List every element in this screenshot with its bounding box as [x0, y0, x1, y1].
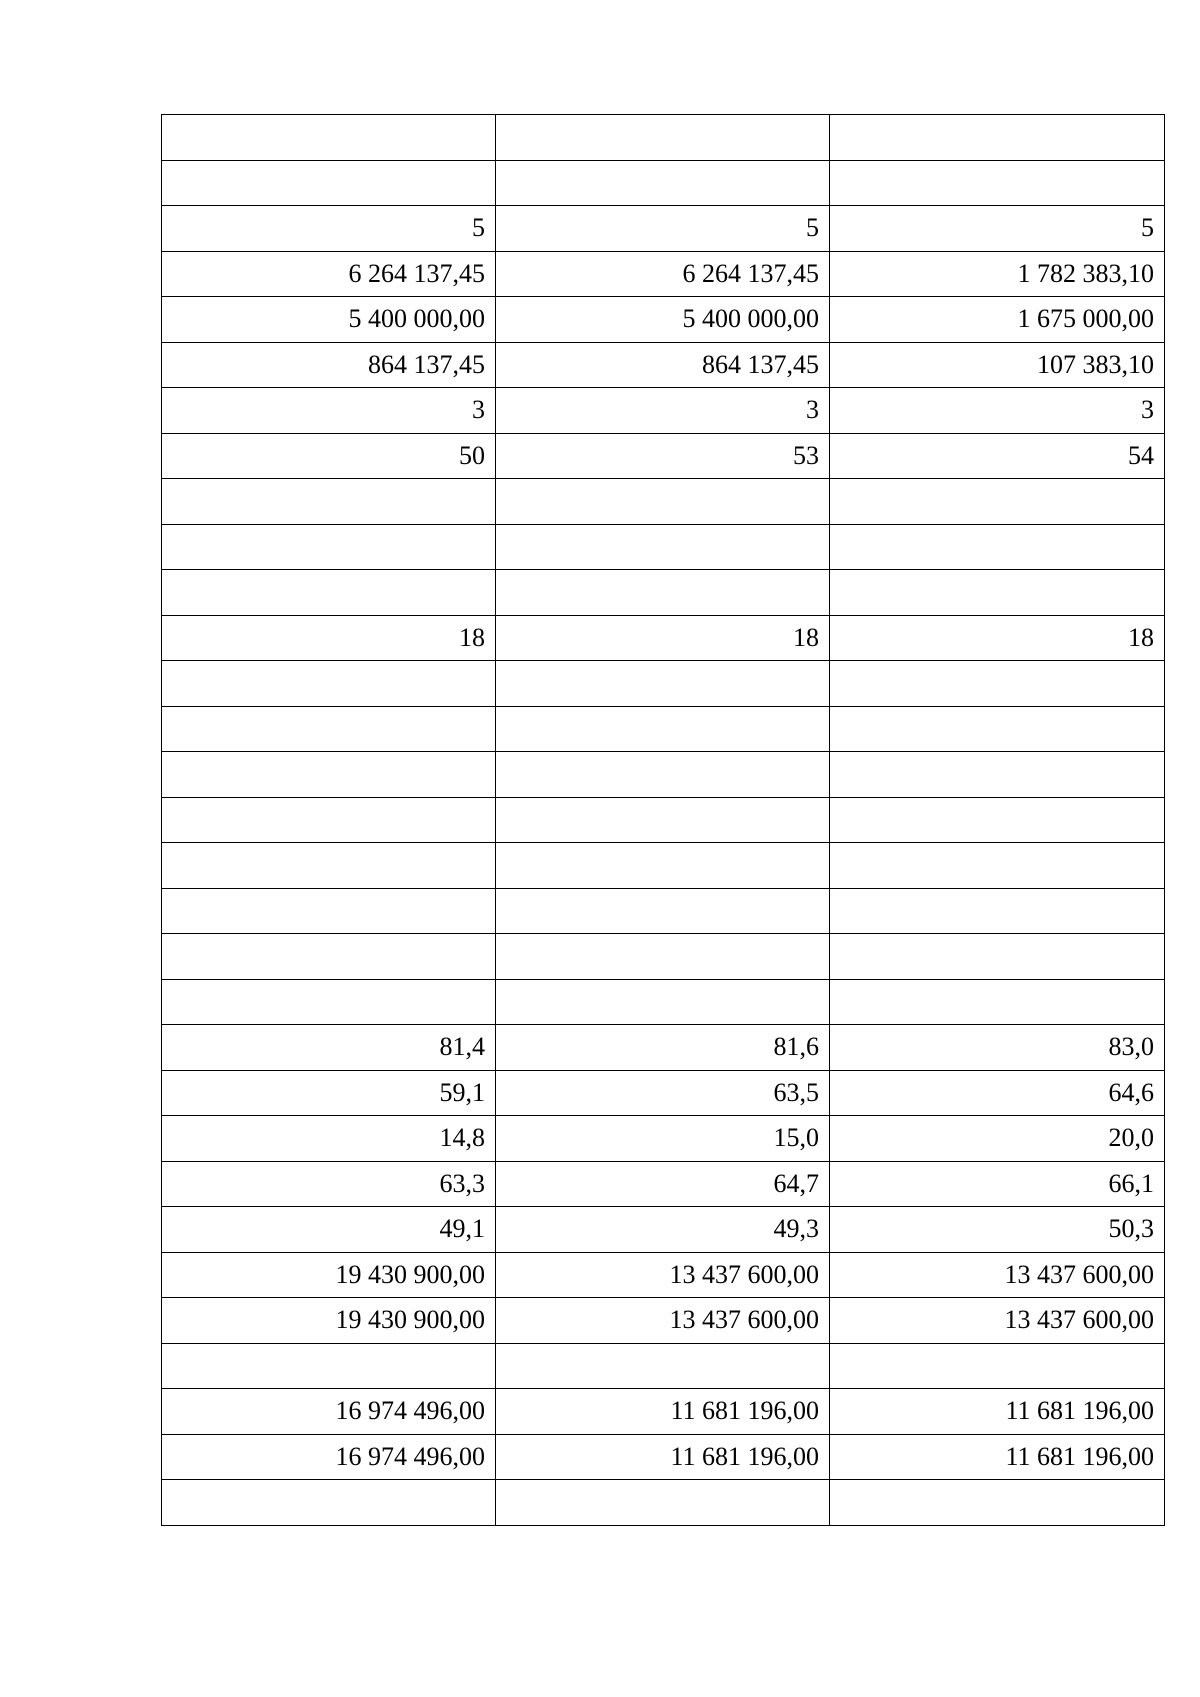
table-cell — [830, 524, 1165, 570]
table-cell: 83,0 — [830, 1025, 1165, 1071]
table-row — [162, 160, 1165, 206]
table-cell — [496, 524, 830, 570]
table-cell — [830, 479, 1165, 525]
table-cell: 5 400 000,00 — [162, 297, 496, 343]
table-cell — [162, 934, 496, 980]
table-cell: 49,1 — [162, 1207, 496, 1253]
table-cell: 19 430 900,00 — [162, 1298, 496, 1344]
table-body — [162, 115, 1165, 1526]
table-cell: 81,6 — [496, 1025, 830, 1071]
table-row — [162, 1025, 1165, 1071]
table-cell: 1 782 383,10 — [830, 251, 1165, 297]
table-cell: 53 — [496, 433, 830, 479]
table-cell: 81,4 — [162, 1025, 496, 1071]
table-cell: 50 — [162, 433, 496, 479]
table-cell: 54 — [830, 433, 1165, 479]
table-cell: 11 681 196,00 — [830, 1434, 1165, 1480]
table-row — [162, 661, 1165, 707]
table-cell — [162, 479, 496, 525]
table-cell: 50,3 — [830, 1207, 1165, 1253]
table-cell — [830, 888, 1165, 934]
table-row — [162, 115, 1165, 161]
table-cell: 11 681 196,00 — [830, 1389, 1165, 1435]
table-cell: 20,0 — [830, 1116, 1165, 1162]
table-cell: 16 974 496,00 — [162, 1389, 496, 1435]
table-cell — [496, 752, 830, 798]
table-row — [162, 342, 1165, 388]
table-cell — [162, 1480, 496, 1526]
table-cell — [162, 706, 496, 752]
table-cell — [496, 661, 830, 707]
table-row — [162, 479, 1165, 525]
table-cell — [162, 570, 496, 616]
table-cell — [830, 752, 1165, 798]
table-cell — [830, 706, 1165, 752]
table-cell — [162, 115, 496, 161]
table-row — [162, 1161, 1165, 1207]
table-cell — [496, 479, 830, 525]
table-cell: 16 974 496,00 — [162, 1434, 496, 1480]
table-row — [162, 433, 1165, 479]
table-row — [162, 797, 1165, 843]
table-cell: 5 — [830, 206, 1165, 252]
table-cell: 64,7 — [496, 1161, 830, 1207]
table-row — [162, 206, 1165, 252]
table-row — [162, 1252, 1165, 1298]
table-cell — [496, 934, 830, 980]
table-cell: 13 437 600,00 — [830, 1298, 1165, 1344]
table-cell: 3 — [830, 388, 1165, 434]
table-row — [162, 1389, 1165, 1435]
table-cell — [496, 1480, 830, 1526]
table-cell — [162, 661, 496, 707]
table-cell — [830, 115, 1165, 161]
table-cell — [496, 888, 830, 934]
table-cell — [496, 570, 830, 616]
table-cell: 6 264 137,45 — [162, 251, 496, 297]
table-cell: 13 437 600,00 — [830, 1252, 1165, 1298]
table-cell — [162, 979, 496, 1025]
table-cell — [830, 570, 1165, 616]
table-cell — [496, 706, 830, 752]
table-row — [162, 888, 1165, 934]
table-row — [162, 752, 1165, 798]
table-cell — [162, 160, 496, 206]
table-cell — [830, 797, 1165, 843]
table-cell — [162, 888, 496, 934]
data-table — [161, 114, 1165, 1526]
table-cell: 13 437 600,00 — [496, 1252, 830, 1298]
table-cell: 14,8 — [162, 1116, 496, 1162]
table-cell — [496, 160, 830, 206]
table-cell — [830, 1480, 1165, 1526]
table-cell: 864 137,45 — [162, 342, 496, 388]
table-cell: 3 — [162, 388, 496, 434]
table-cell — [830, 661, 1165, 707]
table-row — [162, 1207, 1165, 1253]
table-row — [162, 979, 1165, 1025]
table-cell: 49,3 — [496, 1207, 830, 1253]
table-cell: 5 — [496, 206, 830, 252]
table-cell — [162, 752, 496, 798]
table-row — [162, 1434, 1165, 1480]
table-row — [162, 1298, 1165, 1344]
table-row — [162, 1116, 1165, 1162]
table-row — [162, 1070, 1165, 1116]
table-row — [162, 388, 1165, 434]
table-row — [162, 297, 1165, 343]
table-cell — [496, 115, 830, 161]
table-cell — [162, 797, 496, 843]
table-cell — [830, 160, 1165, 206]
table-cell: 63,3 — [162, 1161, 496, 1207]
table-cell — [496, 979, 830, 1025]
table-cell: 5 400 000,00 — [496, 297, 830, 343]
table-cell — [496, 843, 830, 889]
table-cell: 3 — [496, 388, 830, 434]
table-cell: 66,1 — [830, 1161, 1165, 1207]
table-cell — [162, 843, 496, 889]
table-cell — [162, 1343, 496, 1389]
table-cell: 64,6 — [830, 1070, 1165, 1116]
table-cell: 19 430 900,00 — [162, 1252, 496, 1298]
table-cell — [496, 1343, 830, 1389]
table-row — [162, 524, 1165, 570]
table-row — [162, 615, 1165, 661]
table-cell: 864 137,45 — [496, 342, 830, 388]
table-cell: 18 — [830, 615, 1165, 661]
table-cell — [496, 797, 830, 843]
table-cell: 11 681 196,00 — [496, 1389, 830, 1435]
table-cell — [830, 1343, 1165, 1389]
table-cell — [830, 934, 1165, 980]
table-cell: 107 383,10 — [830, 342, 1165, 388]
table-cell: 15,0 — [496, 1116, 830, 1162]
table-cell: 11 681 196,00 — [496, 1434, 830, 1480]
table-row — [162, 570, 1165, 616]
table-cell: 18 — [496, 615, 830, 661]
table-cell: 63,5 — [496, 1070, 830, 1116]
table-cell: 1 675 000,00 — [830, 297, 1165, 343]
table-row — [162, 1480, 1165, 1526]
table-row — [162, 934, 1165, 980]
table-cell — [162, 524, 496, 570]
table-cell: 13 437 600,00 — [496, 1298, 830, 1344]
table-cell: 59,1 — [162, 1070, 496, 1116]
table-row — [162, 251, 1165, 297]
table-cell: 18 — [162, 615, 496, 661]
table-row — [162, 843, 1165, 889]
table-cell: 6 264 137,45 — [496, 251, 830, 297]
table-cell — [830, 843, 1165, 889]
table-cell: 5 — [162, 206, 496, 252]
table-row — [162, 706, 1165, 752]
table-row — [162, 1343, 1165, 1389]
table-cell — [830, 979, 1165, 1025]
